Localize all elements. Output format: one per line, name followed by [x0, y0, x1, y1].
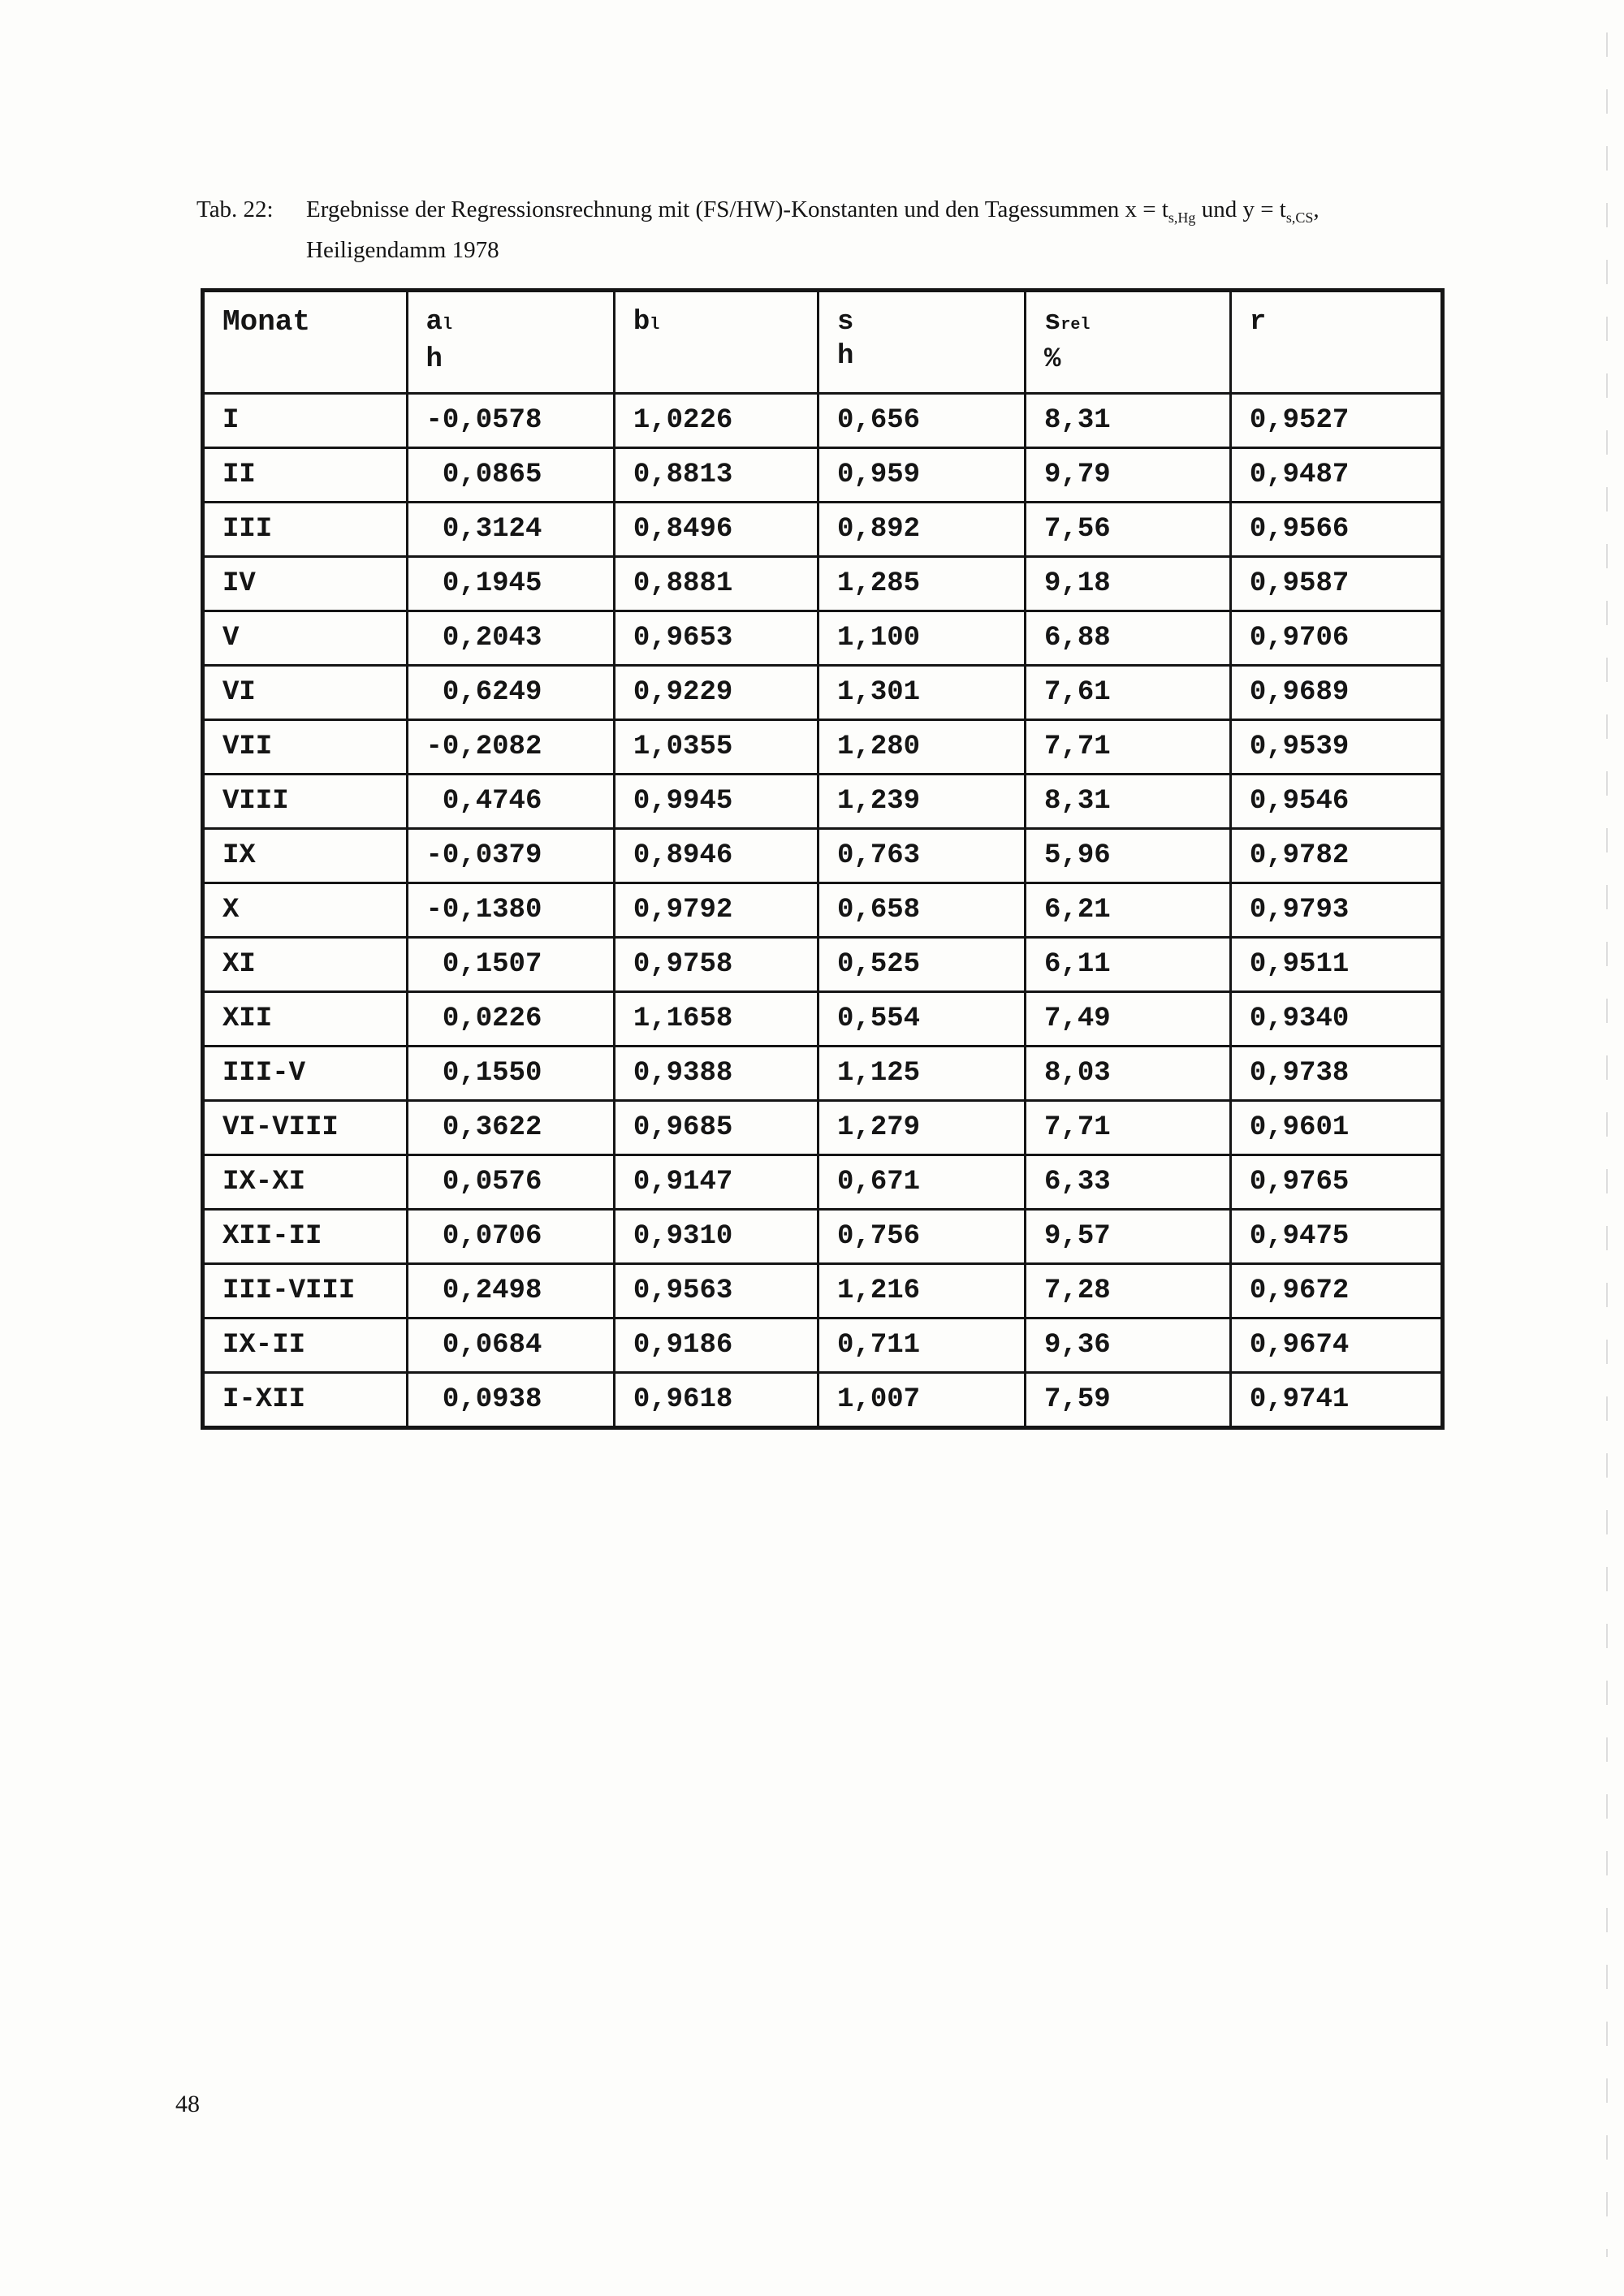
cell-b: 0,8881 [614, 557, 818, 611]
cell-monat: VI-VIII [203, 1101, 408, 1155]
caption-end: , [1313, 196, 1320, 222]
header-a: al h [407, 291, 614, 394]
cell-r: 0,9539 [1230, 720, 1442, 775]
cell-a: 0,2498 [407, 1264, 614, 1318]
cell-r: 0,9738 [1230, 1047, 1442, 1101]
cell-a: 0,3124 [407, 503, 614, 557]
cell-a: 0,4746 [407, 775, 614, 829]
header-monat: Monat [203, 291, 408, 394]
table-row [203, 1155, 1443, 1210]
cell-s-rel: 7,49 [1026, 992, 1231, 1047]
cell-monat: I [203, 394, 408, 448]
cell-r: 0,9706 [1230, 611, 1442, 666]
cell-monat: VI [203, 666, 408, 720]
cell-a: 0,1507 [407, 938, 614, 992]
header-row [203, 291, 1443, 394]
cell-monat: III [203, 503, 408, 557]
cell-a: 0,1945 [407, 557, 614, 611]
cell-s: 0,525 [818, 938, 1026, 992]
table-row [203, 1101, 1443, 1155]
cell-r: 0,9587 [1230, 557, 1442, 611]
table-row [203, 1373, 1443, 1428]
cell-r: 0,9741 [1230, 1373, 1442, 1428]
cell-b: 0,8946 [614, 829, 818, 883]
cell-a: 0,0226 [407, 992, 614, 1047]
cell-s: 1,007 [818, 1373, 1026, 1428]
page-number: 48 [175, 2091, 200, 2117]
cell-monat: II [203, 448, 408, 503]
cell-s: 0,763 [818, 829, 1026, 883]
cell-b: 0,9563 [614, 1264, 818, 1318]
cell-s: 1,301 [818, 666, 1026, 720]
cell-b: 0,8496 [614, 503, 818, 557]
cell-r: 0,9511 [1230, 938, 1442, 992]
cell-s-rel: 9,57 [1026, 1210, 1231, 1264]
cell-s: 1,280 [818, 720, 1026, 775]
cell-a: 0,3622 [407, 1101, 614, 1155]
table-header [203, 291, 1443, 394]
cell-a: 0,2043 [407, 611, 614, 666]
cell-b: 1,0355 [614, 720, 818, 775]
table-row [203, 448, 1443, 503]
caption-y-subscript: s,CS [1285, 209, 1314, 226]
caption-mid-text: und y = t [1195, 196, 1286, 222]
cell-a: 0,6249 [407, 666, 614, 720]
header-r: r [1230, 291, 1442, 394]
regression-table [201, 288, 1445, 1430]
cell-s: 0,711 [818, 1318, 1026, 1373]
cell-r: 0,9340 [1230, 992, 1442, 1047]
cell-b: 1,0226 [614, 394, 818, 448]
cell-a: -0,2082 [407, 720, 614, 775]
cell-s-rel: 9,79 [1026, 448, 1231, 503]
cell-b: 0,9792 [614, 883, 818, 938]
header-s: s h [818, 291, 1026, 394]
header-b: bl [614, 291, 818, 394]
table-caption [197, 193, 1463, 266]
cell-s-rel: 7,59 [1026, 1373, 1231, 1428]
cell-a: 0,0865 [407, 448, 614, 503]
cell-s-rel: 7,28 [1026, 1264, 1231, 1318]
table-row [203, 1318, 1443, 1373]
cell-s: 0,892 [818, 503, 1026, 557]
cell-a: -0,0379 [407, 829, 614, 883]
cell-monat: V [203, 611, 408, 666]
header-s-rel: srel % [1026, 291, 1231, 394]
table-row [203, 883, 1443, 938]
cell-b: 0,9685 [614, 1101, 818, 1155]
cell-s-rel: 6,21 [1026, 883, 1231, 938]
caption-x-subscript: s,Hg [1168, 209, 1196, 226]
cell-monat: XI [203, 938, 408, 992]
cell-b: 0,9618 [614, 1373, 818, 1428]
table-row [203, 829, 1443, 883]
cell-s-rel: 6,88 [1026, 611, 1231, 666]
cell-s-rel: 9,18 [1026, 557, 1231, 611]
cell-s: 1,100 [818, 611, 1026, 666]
cell-monat: IX [203, 829, 408, 883]
table-row [203, 1210, 1443, 1264]
table-body [203, 394, 1443, 1428]
cell-b: 0,9186 [614, 1318, 818, 1373]
cell-s-rel: 6,33 [1026, 1155, 1231, 1210]
scan-margin-line [1606, 32, 1608, 2257]
cell-monat: IV [203, 557, 408, 611]
cell-b: 0,9945 [614, 775, 818, 829]
table-row [203, 666, 1443, 720]
cell-r: 0,9601 [1230, 1101, 1442, 1155]
cell-monat: III-VIII [203, 1264, 408, 1318]
cell-s-rel: 8,31 [1026, 394, 1231, 448]
cell-a: -0,0578 [407, 394, 614, 448]
table-row [203, 557, 1443, 611]
cell-b: 0,9147 [614, 1155, 818, 1210]
cell-a: 0,0938 [407, 1373, 614, 1428]
cell-s: 1,279 [818, 1101, 1026, 1155]
cell-monat: IX-XI [203, 1155, 408, 1210]
caption-line-2: Heiligendamm 1978 [306, 236, 499, 263]
cell-monat: I-XII [203, 1373, 408, 1428]
table-row [203, 775, 1443, 829]
cell-monat: XII-II [203, 1210, 408, 1264]
table-row [203, 938, 1443, 992]
cell-s: 0,658 [818, 883, 1026, 938]
cell-b: 0,9653 [614, 611, 818, 666]
cell-a: -0,1380 [407, 883, 614, 938]
cell-s: 1,125 [818, 1047, 1026, 1101]
cell-s: 0,671 [818, 1155, 1026, 1210]
cell-s: 0,756 [818, 1210, 1026, 1264]
cell-s-rel: 7,71 [1026, 720, 1231, 775]
cell-r: 0,9566 [1230, 503, 1442, 557]
cell-r: 0,9672 [1230, 1264, 1442, 1318]
cell-s-rel: 6,11 [1026, 938, 1231, 992]
cell-b: 0,9310 [614, 1210, 818, 1264]
cell-r: 0,9689 [1230, 666, 1442, 720]
caption-text: Ergebnisse der Regressionsrechnung mit (FS/HW)-Konstanten und den Tagessummen x = t [306, 196, 1168, 222]
table-row [203, 720, 1443, 775]
cell-s: 0,656 [818, 394, 1026, 448]
cell-s-rel: 7,71 [1026, 1101, 1231, 1155]
table-row [203, 1047, 1443, 1101]
cell-s: 0,554 [818, 992, 1026, 1047]
cell-s-rel: 5,96 [1026, 829, 1231, 883]
table-row [203, 394, 1443, 448]
cell-s: 1,239 [818, 775, 1026, 829]
caption-label: Tab. 22: [197, 196, 274, 222]
cell-a: 0,1550 [407, 1047, 614, 1101]
cell-s-rel: 7,56 [1026, 503, 1231, 557]
cell-a: 0,0684 [407, 1318, 614, 1373]
cell-s: 1,285 [818, 557, 1026, 611]
cell-s-rel: 8,31 [1026, 775, 1231, 829]
cell-b: 1,1658 [614, 992, 818, 1047]
cell-r: 0,9527 [1230, 394, 1442, 448]
table-row [203, 992, 1443, 1047]
cell-monat: XII [203, 992, 408, 1047]
cell-monat: IX-II [203, 1318, 408, 1373]
cell-a: 0,0706 [407, 1210, 614, 1264]
cell-r: 0,9475 [1230, 1210, 1442, 1264]
cell-r: 0,9793 [1230, 883, 1442, 938]
table-row [203, 1264, 1443, 1318]
cell-b: 0,9229 [614, 666, 818, 720]
cell-b: 0,8813 [614, 448, 818, 503]
cell-s-rel: 7,61 [1026, 666, 1231, 720]
cell-monat: VII [203, 720, 408, 775]
cell-a: 0,0576 [407, 1155, 614, 1210]
cell-monat: III-V [203, 1047, 408, 1101]
cell-r: 0,9674 [1230, 1318, 1442, 1373]
cell-r: 0,9546 [1230, 775, 1442, 829]
cell-s: 1,216 [818, 1264, 1026, 1318]
table-row [203, 611, 1443, 666]
cell-monat: VIII [203, 775, 408, 829]
cell-monat: X [203, 883, 408, 938]
caption-line-1 [197, 193, 1463, 234]
cell-r: 0,9782 [1230, 829, 1442, 883]
cell-s-rel: 8,03 [1026, 1047, 1231, 1101]
cell-b: 0,9388 [614, 1047, 818, 1101]
table-row [203, 503, 1443, 557]
cell-s: 0,959 [818, 448, 1026, 503]
cell-r: 0,9487 [1230, 448, 1442, 503]
cell-s-rel: 9,36 [1026, 1318, 1231, 1373]
cell-r: 0,9765 [1230, 1155, 1442, 1210]
cell-b: 0,9758 [614, 938, 818, 992]
